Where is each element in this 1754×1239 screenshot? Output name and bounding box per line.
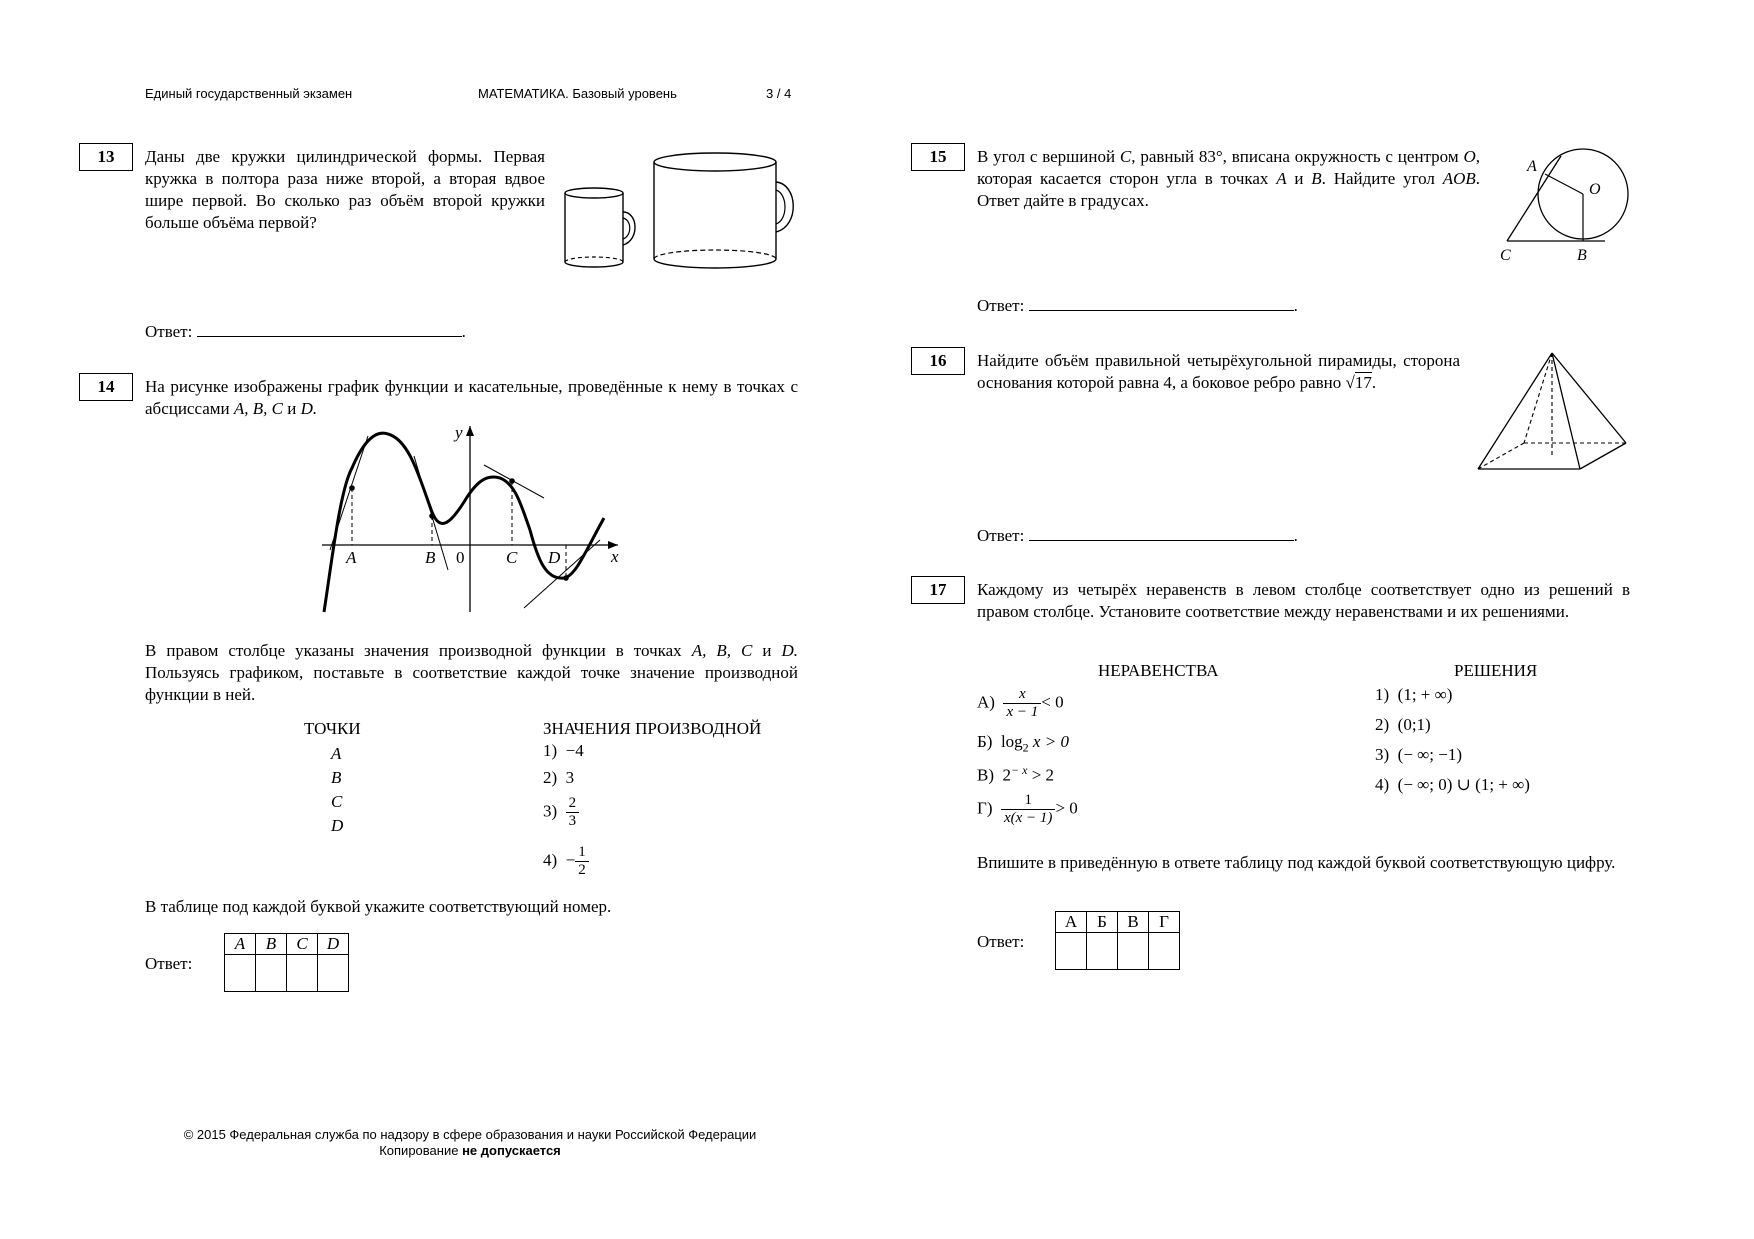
question-13-text: Даны две кружки цилиндрической формы. Первая кружка в полтора раза ниже второй, а вторая вдвое шире первой. Во сколько раз объём второй кружки больше объёма первой? [145, 147, 545, 232]
question-16-text: Найдите объём правильной четырёхугольной пирамиды, сторона основания которой равна 4, а боковое ребро равно √17. [977, 351, 1460, 392]
answer-cell[interactable] [1149, 933, 1180, 970]
answer-dot: . [1293, 526, 1298, 545]
answer-line[interactable] [197, 320, 462, 337]
derivative-column-header: ЗНАЧЕНИЯ ПРОИЗВОДНОЙ [543, 719, 762, 738]
solution-item: 3) (− ∞; −1) [1375, 745, 1463, 764]
table-header: Г [1149, 912, 1180, 933]
answer-line[interactable] [1029, 294, 1294, 311]
answer-cell[interactable] [287, 955, 318, 992]
point-item: D [331, 816, 344, 835]
derivative-value-2: 2) 3 [543, 768, 575, 787]
solutions-column-header: РЕШЕНИЯ [1454, 661, 1538, 680]
answer-cell[interactable] [225, 955, 256, 992]
inequality-b: Б) $\log_2 x > 0$ [977, 732, 1069, 755]
pyramid-figure [1472, 347, 1632, 475]
graph-label-x: x [611, 547, 619, 566]
solution-item: 2) (0;1) [1375, 715, 1431, 734]
question-17-number: 17 [911, 576, 965, 604]
mugs-figure [558, 140, 808, 275]
answer-dot: . [461, 322, 466, 341]
solution-item: 4) (− ∞; 0) ∪ (1; + ∞) [1375, 775, 1530, 794]
point-item: C [331, 792, 343, 811]
table-header: Б [1087, 912, 1118, 933]
footer-copyright: © 2015 Федеральная служба по надзору в сфере образования и науки Российской Федерации [183, 1127, 757, 1142]
inequality-g: Г) $\frac{1}{x(x - 1)}$ > 0 [977, 792, 1078, 826]
graph-label-y: y [455, 423, 463, 442]
sqrt-icon: √ [1345, 373, 1355, 392]
table-header: B [256, 934, 287, 955]
answer-cell[interactable] [1087, 933, 1118, 970]
question-16-answer [977, 524, 1298, 546]
question-14-intro: На рисунке изображены график функции и касательные, проведённые к нему в точках с абсциссами A, B, C и D. [145, 377, 798, 418]
question-16-number: 16 [911, 347, 965, 375]
header-subject: МАТЕМАТИКА. Базовый уровень [478, 86, 677, 101]
answer-label: Ответ: [977, 526, 1025, 545]
question-15-text: В угол с вершиной C, равный 83°, вписана окружность с центром O, которая касается сторон угла в точках A и B. Найдите угол AOB. Ответ дайте в градусах. [977, 147, 1480, 210]
table-header: D [318, 934, 349, 955]
answer-label: Ответ: [145, 954, 193, 973]
answer-cell[interactable] [1118, 933, 1149, 970]
answer-label: Ответ: [977, 296, 1025, 315]
table-header: В [1118, 912, 1149, 933]
graph-label-C: C [506, 548, 518, 567]
points-column-header: ТОЧКИ [304, 719, 361, 738]
graph-label-D: D [548, 548, 561, 567]
table-header: C [287, 934, 318, 955]
graph-label-A: A [346, 548, 357, 567]
question-15-answer [977, 294, 1298, 316]
answer-cell[interactable] [1056, 933, 1087, 970]
question-13-answer [145, 320, 466, 342]
inequality-v: В) $2^{- x} > 2$ [977, 763, 1055, 785]
point-item: A [331, 744, 342, 763]
question-14-text2: В правом столбце указаны значения производной функции в точках A, B, C и D. Пользуясь графиком, поставьте в соответствие каждой точке значение производной функции в ней. [145, 641, 798, 704]
fig15-label-B: B [1577, 247, 1587, 264]
header-page: 3 / 4 [766, 86, 792, 101]
answer-label: Ответ: [977, 932, 1025, 951]
point-item: B [331, 768, 342, 787]
function-graph [318, 420, 628, 615]
table-header: A [225, 934, 256, 955]
answer-line[interactable] [1029, 524, 1294, 541]
question-13-number: 13 [79, 143, 133, 171]
footer-copying: Копирование не допускается [379, 1143, 561, 1158]
header-exam: Единый государственный экзамен [145, 86, 353, 101]
question-17-answer-table [1055, 911, 1180, 970]
question-17-instruction: Впишите в приведённую в ответе таблицу под каждой буквой соответствующую цифру. [977, 853, 1616, 872]
answer-dot: . [1293, 296, 1298, 315]
inequality-a: А) $\frac{x}{x - 1}$ < 0 [977, 686, 1064, 720]
derivative-value-1: 1) −4 [543, 741, 584, 760]
question-14-answer-table [224, 933, 349, 992]
fig15-label-C: C [1500, 247, 1511, 264]
question-17-text: Каждому из четырёх неравенств в левом столбце соответствует одно из решений в правом столбце. Установите соответствие между неравенствами и их решениями. [977, 580, 1630, 621]
angle-circle-figure [1495, 146, 1635, 264]
inequalities-column-header: НЕРАВЕНСТВА [1098, 661, 1219, 680]
derivative-value-3: 3) $\frac{2}{3}$ [543, 795, 579, 830]
derivative-value-4: 4) − $\frac{1}{2}$ [543, 844, 589, 879]
solution-item: 1) (1; + ∞) [1375, 685, 1453, 704]
graph-label-B: B [425, 548, 436, 567]
fig15-label-A: A [1527, 158, 1537, 175]
table-header: А [1056, 912, 1087, 933]
question-15-number: 15 [911, 143, 965, 171]
question-14-number: 14 [79, 373, 133, 401]
answer-cell[interactable] [256, 955, 287, 992]
question-14-table-instruction: В таблице под каждой буквой укажите соответствующий номер. [145, 897, 612, 916]
answer-label: Ответ: [145, 322, 193, 341]
fig15-label-O: O [1589, 181, 1601, 198]
answer-cell[interactable] [318, 955, 349, 992]
graph-label-zero: 0 [456, 548, 465, 567]
